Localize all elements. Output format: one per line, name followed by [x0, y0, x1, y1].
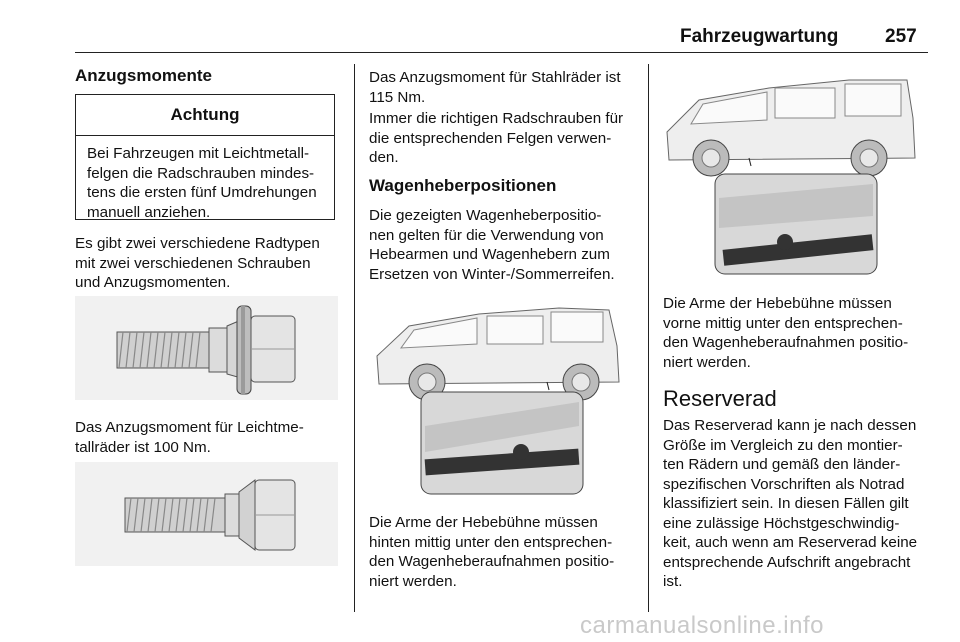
bolt-collar-illustration	[75, 296, 338, 400]
paragraph-stahlraeder-torque: Das Anzugsmoment für Stahlräder ist 115 Nm.	[369, 69, 621, 106]
figure-steel-wheel-bolt	[75, 462, 338, 566]
van-front-lift-illustration	[663, 66, 926, 276]
warning-text: Bei Fahrzeugen mit Leichtmetall- felgen die Radschrauben mindes- tens die ersten fünf Umdrehungen manuell anziehen.	[87, 145, 317, 221]
paragraph-leichtmetall-torque: Das Anzugsmoment für Leichtme- tallräder ist 100 Nm.	[75, 419, 304, 456]
paragraph-wagenheberpositionen: Die gezeigten Wagenheberpositio- nen gelten für die Verwendung von Hebearmen und Wagenhebern zum Ersetzen von Winter-/Sommerreifen.	[369, 207, 615, 283]
column-divider-1	[354, 64, 355, 612]
running-header-title: Fahrzeugwartung	[680, 26, 839, 47]
van-rear-lift-illustration	[369, 286, 632, 496]
paragraph-hebebuehne-hinten: Die Arme der Hebebühne müssen hinten mittig unter den entsprechen- den Wagenheberaufnahmen positio- niert werden.	[369, 514, 615, 590]
warning-heading: Achtung	[76, 95, 334, 136]
bolt-conical-illustration	[75, 462, 338, 566]
section-title-reserverad: Reserverad	[663, 386, 777, 411]
figure-alloy-wheel-bolt	[75, 296, 338, 400]
header-rule	[75, 52, 928, 53]
section-title-anzugsmomente: Anzugsmomente	[75, 66, 212, 85]
figure-rear-jacking-point	[369, 286, 632, 496]
paragraph-radschrauben: Immer die richtigen Radschrauben für die entsprechenden Felgen verwen- den.	[369, 110, 624, 166]
page-number: 257	[885, 26, 917, 47]
warning-box	[75, 94, 335, 220]
watermark: carmanualsonline.info	[580, 612, 824, 639]
figure-front-jacking-point	[663, 66, 926, 276]
paragraph-radtypen: Es gibt zwei verschiedene Radtypen mit zwei verschiedenen Schrauben und Anzugsmomenten.	[75, 235, 320, 291]
section-title-wagenheberpositionen: Wagenheberpositionen	[369, 176, 557, 195]
paragraph-hebebuehne-vorne: Die Arme der Hebebühne müssen vorne mittig unter den entsprechen- den Wagenheberaufnahmen positio- niert werden.	[663, 295, 909, 371]
column-divider-2	[648, 64, 649, 612]
paragraph-reserverad: Das Reserverad kann je nach dessen Größe im Vergleich zu den montier- ten Rädern und gemäß den länder- spezifischen Vorschriften als Notrad klassifiziert sein. In diesen Fällen gilt eine zulässige Höchstgeschwindig- keit, auch wenn am Reserverad keine entsprechende Aufschrift angebracht ist.	[663, 417, 918, 590]
